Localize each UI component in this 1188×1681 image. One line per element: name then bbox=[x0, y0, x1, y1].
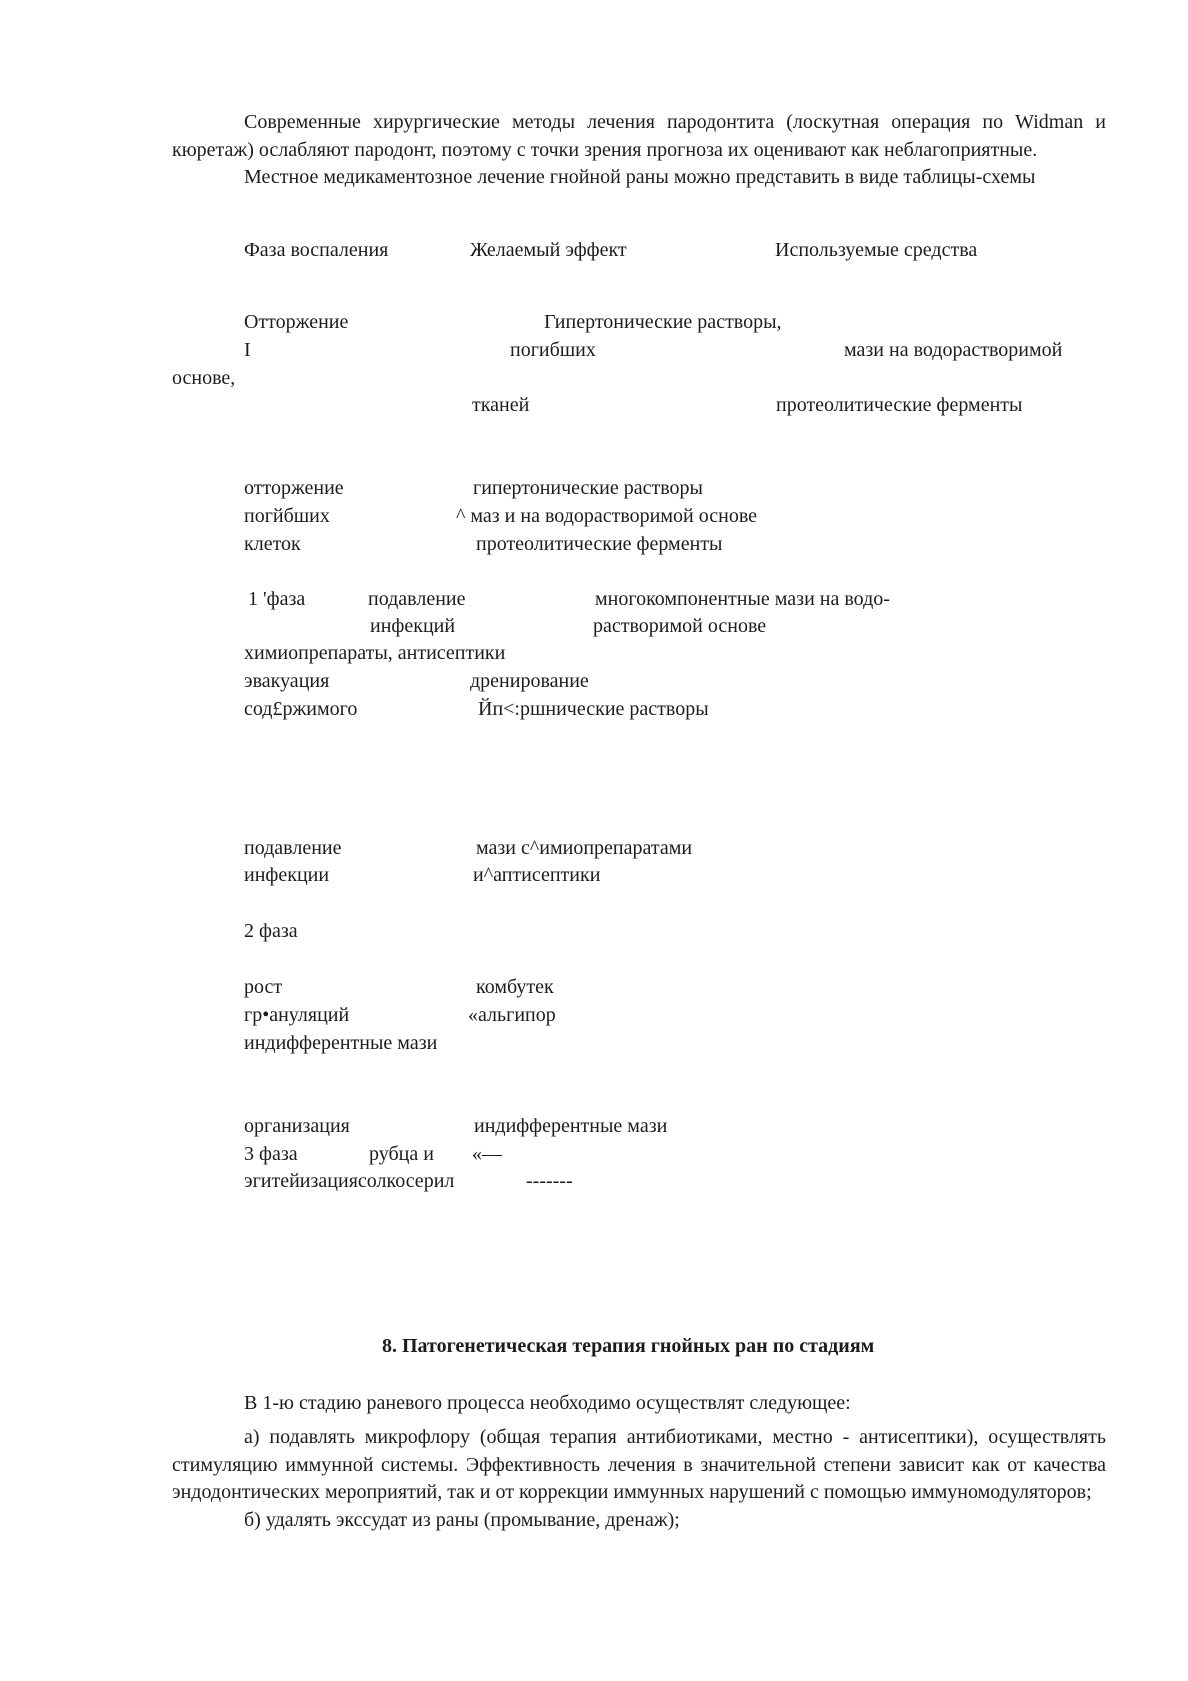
intro-paragraph-1: Современные хирургические методы лечения пародонтита (лоскутная операция по Widman и кюретаж) ослабляют пародонт, поэтому с точки зрения прогноза их оценивают как неблагоприятные. bbox=[172, 111, 1106, 161]
e-l3-a: эгитейизациясолкосерил bbox=[244, 1170, 455, 1192]
e-l1-b: индифферентные мази bbox=[474, 1115, 668, 1137]
b-l1-a: 1 'фаза bbox=[248, 588, 306, 610]
b-l3-a: химиопрепараты, антисептики bbox=[244, 642, 506, 664]
section-paragraph-3: б) удалять экссудат из раны (промывание, дренаж); bbox=[244, 1508, 680, 1531]
b-l5-a: сод£ржимого bbox=[244, 698, 358, 720]
header-phase: Фаза воспаления bbox=[244, 239, 389, 261]
d-l1-b: комбутек bbox=[476, 976, 554, 998]
a-l2-a: погйбших bbox=[244, 505, 330, 527]
d-l3-a: индифферентные мази bbox=[244, 1032, 438, 1054]
c-l3-a: 2 фаза bbox=[244, 920, 298, 942]
c-l2-a: инфекции bbox=[244, 864, 330, 886]
section-paragraph-1: В 1-ю стадию раневого процесса необходимо осуществлят следующее: bbox=[244, 1392, 851, 1414]
e-l2-c: «— bbox=[472, 1143, 502, 1165]
d-l1-a: рост bbox=[244, 976, 283, 998]
scan-l2-c: мази на водорастворимой bbox=[844, 339, 1063, 361]
header-means: Используемые средства bbox=[775, 239, 978, 261]
a-l3-b: протеолитические ферменты bbox=[476, 533, 723, 555]
scan-l2-a: I bbox=[244, 339, 251, 361]
c-l1-a: подавление bbox=[244, 837, 342, 859]
b-l5-b: Йп<:ршнические растворы bbox=[478, 698, 709, 720]
scan-l4-b: протеолитические ферменты bbox=[776, 394, 1023, 416]
a-l3-a: клеток bbox=[244, 533, 301, 555]
header-effect: Желаемый эффект bbox=[470, 239, 627, 261]
e-l3-b: ------- bbox=[526, 1170, 573, 1192]
e-l2-b: рубца и bbox=[369, 1143, 434, 1165]
c-l1-b: мази с^имиопрепаратами bbox=[476, 837, 693, 859]
b-l4-b: дренирование bbox=[470, 670, 589, 692]
a-l1-a: отторжение bbox=[244, 477, 344, 499]
b-l4-a: эвакуация bbox=[244, 670, 330, 692]
b-l1-b: подавление bbox=[368, 588, 466, 610]
section-heading: 8. Патогенетическая терапия гнойных ран по стадиям bbox=[382, 1335, 875, 1357]
a-l2-b: ^ маз и на водорастворимой основе bbox=[456, 505, 758, 527]
section-body bbox=[172, 1424, 1106, 1534]
scan-l2-b: погибших bbox=[510, 339, 596, 361]
intro-text bbox=[172, 109, 1106, 192]
b-l1-c: многокомпонентные мази на водо- bbox=[595, 588, 890, 610]
d-l2-b: «альгипор bbox=[468, 1004, 556, 1026]
section-paragraph-2: а) подавлять микрофлору (общая терапия антибиотиками, местно - антисептики), осуществлять стимуляцию иммунной системы. Эффективность лечения в значительной степени зависит как от качества эндодонтических мероприятий, так и от коррекции иммунных нарушений с помощью иммуномодуляторов; bbox=[172, 1426, 1106, 1503]
scan-l3-a: основе, bbox=[172, 367, 236, 389]
scan-l1-a: Отторжение bbox=[244, 311, 349, 333]
b-l2-b: растворимой основе bbox=[593, 615, 767, 637]
c-l2-b: и^аптисептики bbox=[473, 864, 601, 886]
e-l1-a: организация bbox=[244, 1115, 350, 1137]
scan-l4-a: тканей bbox=[472, 394, 530, 416]
intro-paragraph-2: Местное медикаментозное лечение гнойной раны можно представить в виде таблицы-схемы bbox=[244, 166, 1036, 188]
b-l2-a: инфекций bbox=[370, 615, 456, 637]
e-l2-a: 3 фаза bbox=[244, 1143, 298, 1165]
scan-l1-b: Гипертонические растворы, bbox=[544, 311, 782, 333]
a-l1-b: гипертонические растворы bbox=[473, 477, 703, 499]
d-l2-a: гр•ануляций bbox=[244, 1004, 350, 1026]
